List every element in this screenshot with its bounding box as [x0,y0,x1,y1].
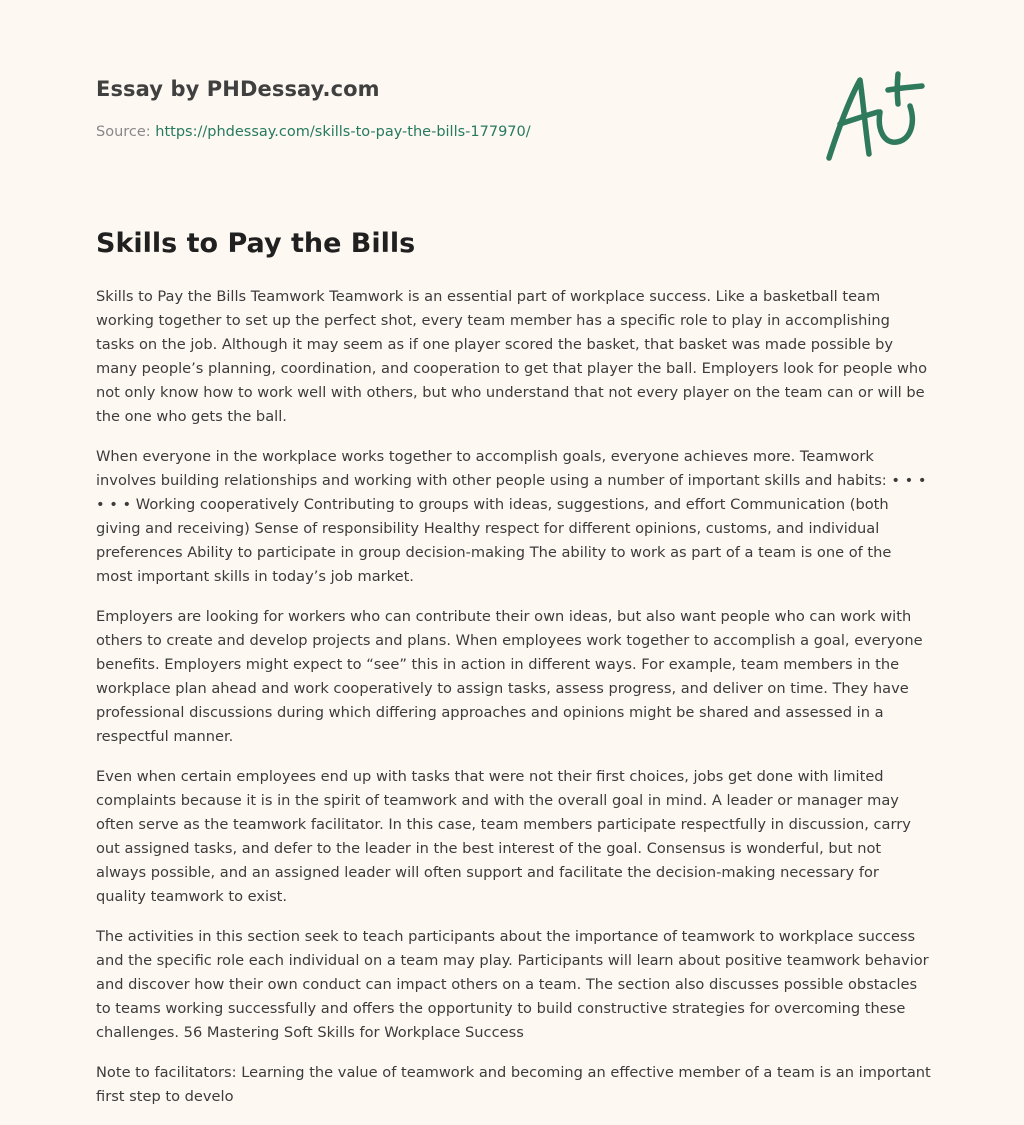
site-brand: Essay by PHDessay.com [96,77,380,101]
source-label: Source: [96,124,151,140]
source-line [96,124,531,140]
a-plus-grade-icon [822,70,928,164]
essay-title: Skills to Pay the Bills [96,228,416,259]
essay-paragraph: When everyone in the workplace works together to accomplish goals, everyone achieves more. Teamwork involves building relationships and working with other people using a number of important skills and habits: • • • • • • Working cooperatively Contributing to groups with ideas, suggestions, and effort Communication (both giving and receiving) Sense of responsibility Healthy respect for different opinions, customs, and individual preferences Ability to participate in group decision-making The ability to work as part of a team is one of the most important skills in today’s job market. [96,448,927,585]
essay-paragraph: Skills to Pay the Bills Teamwork Teamwork is an essential part of workplace success. Like a basketball team working together to set up the perfect shot, every team member has a specific role to play in accomplishing tasks on the job. Although it may seem as if one player scored the basket, that basket was made possible by many people’s planning, coordination, and cooperation to get that player the ball. Employers look for people who not only know how to work well with others, but who understand that not every player on the team can or will be the one who gets the ball. [96,288,928,425]
source-link[interactable]: https://phdessay.com/skills-to-pay-the-bills-177970/ [155,124,531,140]
essay-paragraph: Employers are looking for workers who can contribute their own ideas, but also want people who can work with others to create and develop projects and plans. When employees work together to accomplish a goal, everyone benefits. Employers might expect to “see” this in action in different ways. For example, team members in the workplace plan ahead and work cooperatively to assign tasks, assess progress, and deliver on time. They have professional discussions during which differing approaches and opinions might be shared and assessed in a respectful manner. [96,608,923,745]
essay-body [96,285,932,1125]
essay-paragraph: Even when certain employees end up with tasks that were not their first choices, jobs get done with limited complaints because it is in the spirit of teamwork and with the overall goal in mind. A leader or manager may often serve as the teamwork facilitator. In this case, team members participate respectfully in discussion, carry out assigned tasks, and defer to the leader in the best interest of the goal. Consensus is wonderful, but not always possible, and an assigned leader will often support and facilitate the decision-making necessary for quality teamwork to exist. [96,768,911,905]
essay-paragraph: Note to facilitators: Learning the value of teamwork and becoming an effective member of a team is an important first step to develo [96,1064,931,1105]
essay-paragraph: The activities in this section seek to teach participants about the importance of teamwork to workplace success and the specific role each individual on a team may play. Participants will learn about positive teamwork behavior and discover how their own conduct can impact others on a team. The section also discusses possible obstacles to teams working successfully and offers the opportunity to build constructive strategies for overcoming these challenges. 56 Mastering Soft Skills for Workplace Success [96,928,929,1041]
